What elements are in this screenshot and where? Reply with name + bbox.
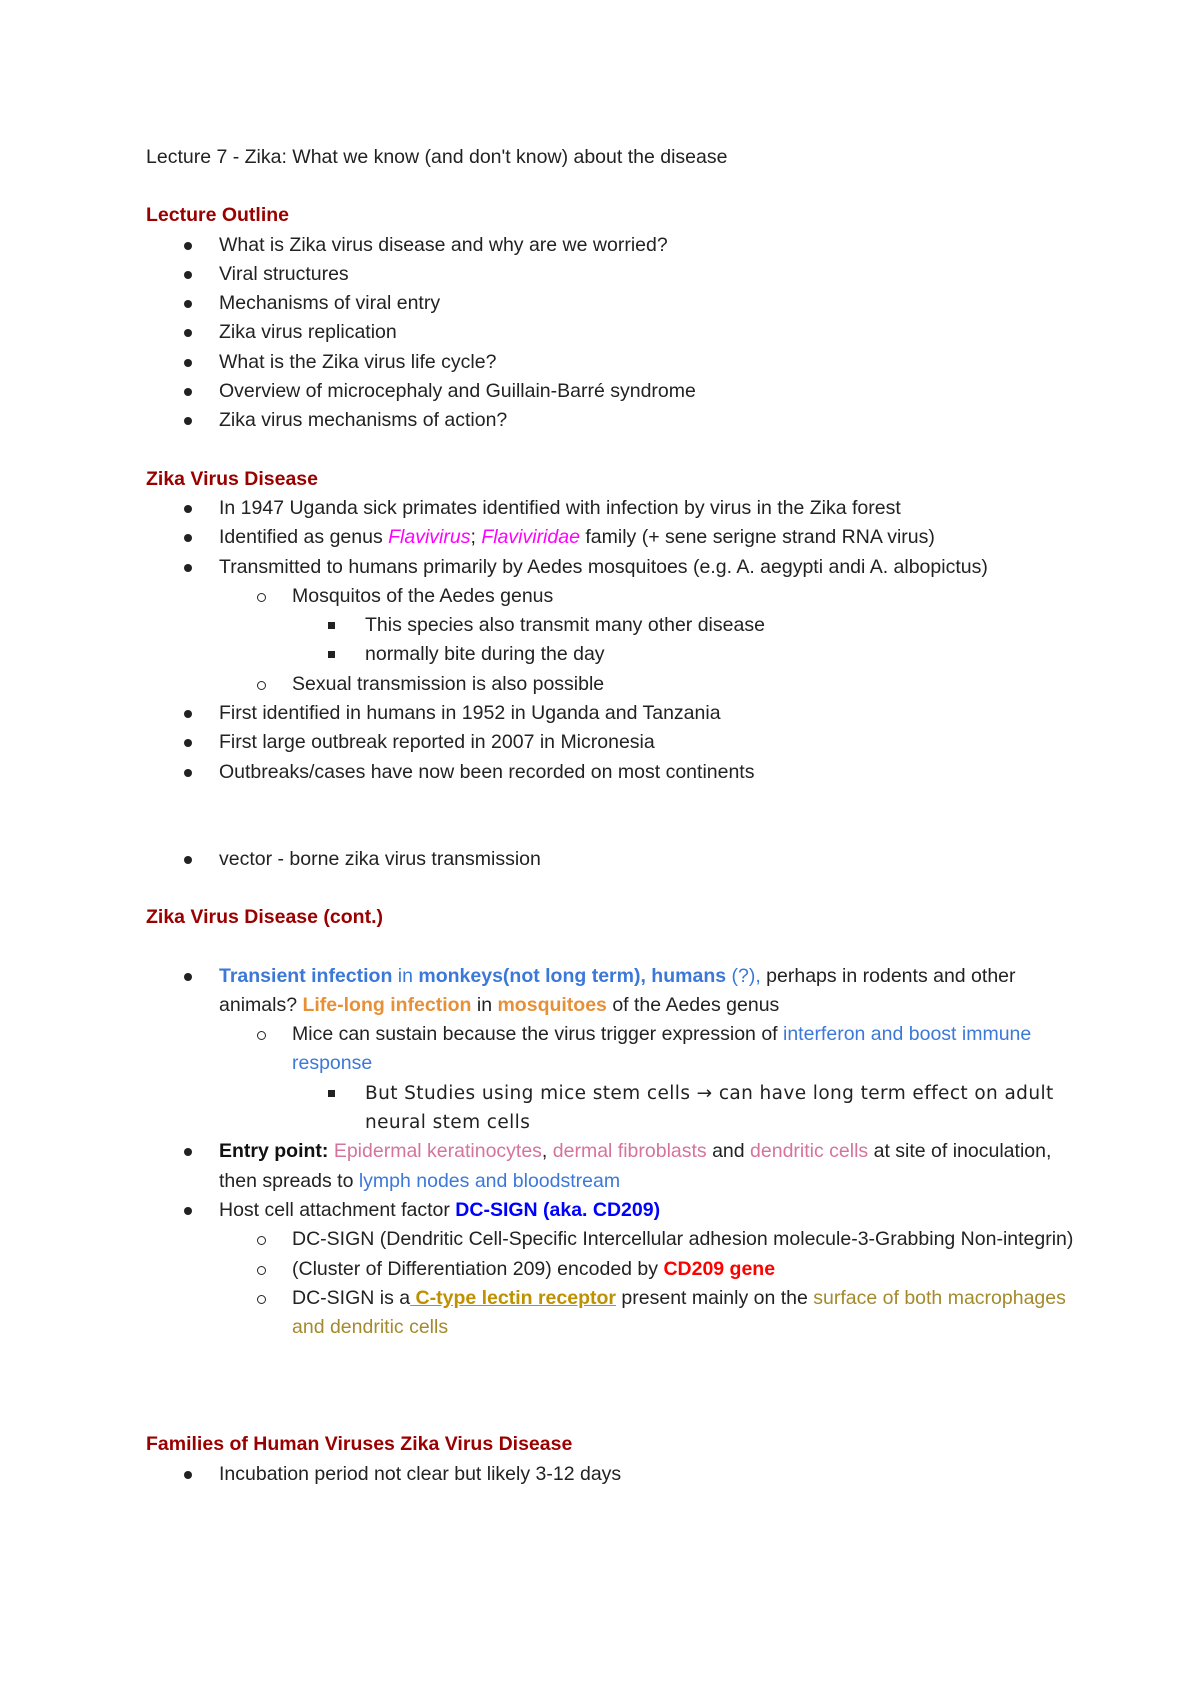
circle-bullet-icon: [257, 1031, 266, 1040]
list-item: DC-SIGN (Dendritic Cell-Specific Intercellular adhesion molecule-3-Grabbing Non-integrin): [146, 1225, 1076, 1254]
bullet-icon: [184, 1471, 192, 1479]
list-item: Incubation period not clear but likely 3-12 days: [146, 1460, 1076, 1489]
zika-list: [146, 494, 1076, 787]
section-heading-zika-cont: Zika Virus Disease (cont.): [146, 906, 383, 929]
square-bullet-icon: [328, 651, 335, 658]
circle-bullet-icon: [257, 593, 266, 602]
bullet-icon: [184, 564, 192, 572]
bullet-icon: [184, 417, 192, 425]
list-item: Entry point: Epidermal keratinocytes, dermal fibroblasts and dendritic cells at site of inoculation, then spreads to lymph nodes and bloodstream: [146, 1137, 1076, 1196]
zika-list-2: [146, 845, 1076, 874]
square-bullet-icon: [328, 1090, 335, 1097]
bullet-icon: [184, 359, 192, 367]
list-item: Transmitted to humans primarily by Aedes mosquitoes (e.g. A. aegypti andi A. albopictus): [146, 553, 1076, 582]
bullet-icon: [184, 300, 192, 308]
list-item: In 1947 Uganda sick primates identified with infection by virus in the Zika forest: [146, 494, 1076, 523]
list-item: But Studies using mice stem cells → can have long term effect on adult neural stem cells: [146, 1079, 1076, 1138]
list-item: Zika virus mechanisms of action?: [146, 406, 1076, 435]
outline-list: [146, 231, 1076, 436]
square-bullet-icon: [328, 622, 335, 629]
circle-bullet-icon: [257, 1266, 266, 1275]
bullet-icon: [184, 856, 192, 864]
list-item: Outbreaks/cases have now been recorded on most continents: [146, 758, 1076, 787]
bullet-icon: [184, 973, 192, 981]
list-item: First identified in humans in 1952 in Uganda and Tanzania: [146, 699, 1076, 728]
section-heading-families: Families of Human Viruses Zika Virus Disease: [146, 1433, 573, 1456]
outline-heading: Lecture Outline: [146, 204, 290, 227]
genus-text: Flavivirus: [388, 526, 471, 549]
document-body: [146, 143, 1076, 1489]
bullet-icon: [184, 329, 192, 337]
lecture-title: Lecture 7 - Zika: What we know (and don't know) about the disease: [146, 146, 728, 168]
bullet-icon: [184, 242, 192, 250]
circle-bullet-icon: [257, 681, 266, 690]
bullet-icon: [184, 769, 192, 777]
list-item: DC-SIGN is a C-type lectin receptor present mainly on the surface of both macrophages and dendritic cells: [146, 1284, 1076, 1343]
families-list: [146, 1460, 1076, 1489]
list-item: Overview of microcephaly and Guillain-Barré syndrome: [146, 377, 1076, 406]
list-item: Identified as genus Flavivirus; Flaviviridae family (+ sene serigne strand RNA virus): [146, 523, 1076, 552]
list-item: This species also transmit many other disease: [146, 611, 1076, 640]
bullet-icon: [184, 739, 192, 747]
bullet-icon: [184, 505, 192, 513]
list-item: Mice can sustain because the virus trigger expression of interferon and boost immune response: [146, 1020, 1076, 1079]
list-item: normally bite during the day: [146, 640, 1076, 669]
bullet-icon: [184, 388, 192, 396]
list-item: Zika virus replication: [146, 318, 1076, 347]
list-item: vector - borne zika virus transmission: [146, 845, 1076, 874]
bullet-icon: [184, 1207, 192, 1215]
circle-bullet-icon: [257, 1236, 266, 1245]
bullet-icon: [184, 534, 192, 542]
list-item: Sexual transmission is also possible: [146, 670, 1076, 699]
list-item: (Cluster of Differentiation 209) encoded by CD209 gene: [146, 1255, 1076, 1284]
family-text: Flaviviridae: [481, 526, 580, 549]
list-item: Host cell attachment factor DC-SIGN (aka. CD209): [146, 1196, 1076, 1225]
list-item: Transient infection in monkeys(not long term), humans (?), perhaps in rodents and other animals? Life-long infection in mosquitoes of the Aedes genus: [146, 962, 1076, 1021]
lectin-link: C-type lectin receptor: [410, 1286, 616, 1309]
list-item: Viral structures: [146, 260, 1076, 289]
bullet-icon: [184, 1148, 192, 1156]
section-heading-zika: Zika Virus Disease: [146, 467, 318, 490]
list-item: What is the Zika virus life cycle?: [146, 348, 1076, 377]
zika-cont-list: [146, 962, 1076, 1343]
circle-bullet-icon: [257, 1295, 266, 1304]
list-item: Mosquitos of the Aedes genus: [146, 582, 1076, 611]
list-item: What is Zika virus disease and why are we worried?: [146, 231, 1076, 260]
bullet-icon: [184, 271, 192, 279]
list-item: First large outbreak reported in 2007 in Micronesia: [146, 728, 1076, 757]
list-item: Mechanisms of viral entry: [146, 289, 1076, 318]
bullet-icon: [184, 710, 192, 718]
